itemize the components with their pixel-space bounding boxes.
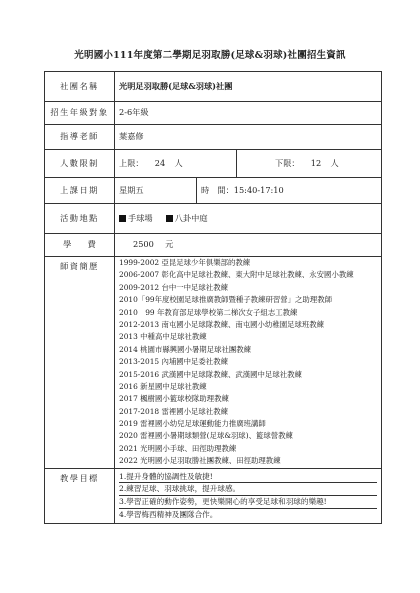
row-bio bbox=[45, 257, 382, 469]
row-goals bbox=[45, 468, 382, 523]
list-item: 2009-2012 台中一中足球社教練 bbox=[119, 282, 228, 292]
quota-lower-unit: 人 bbox=[330, 157, 339, 168]
goals-list bbox=[115, 468, 382, 523]
grade-value: 2-6年級 bbox=[115, 102, 382, 125]
list-item: 4.學習梅西精神及團隊合作。 bbox=[119, 510, 218, 520]
list-item: 2006-2007 彰化高中足球社教練、東大附中足球社教練、永安國小教練 bbox=[119, 270, 354, 280]
fee-unit: 元 bbox=[165, 239, 174, 250]
club-name-value: 光明足羽取勝(足球&羽球)社團 bbox=[115, 72, 382, 102]
list-item: 2016 新星國中足球社教練 bbox=[119, 381, 207, 391]
location-value bbox=[115, 204, 382, 234]
list-item: 2021 光明國小手球、田徑助理教練 bbox=[119, 443, 237, 453]
row-club-name bbox=[45, 72, 382, 102]
list-item: 2013 中種高中足球社教練 bbox=[119, 332, 207, 342]
schedule-time-label: 時 間： bbox=[201, 184, 234, 195]
list-item: 1999-2002 亞昆足球少年俱樂部的教練 bbox=[119, 258, 251, 267]
checkbox-filled-icon bbox=[119, 215, 126, 222]
quota-upper-value: 24 bbox=[154, 157, 166, 168]
row-teacher bbox=[45, 125, 382, 150]
quota-upper-label: 上限： bbox=[119, 157, 144, 168]
list-item: 2022 光明國小足羽取勝社團教練、田徑助理教練 bbox=[119, 456, 281, 466]
list-item: 2017-2018 雷裡國小足球社教練 bbox=[119, 406, 228, 416]
club-info-table bbox=[44, 71, 382, 524]
location-label: 活動地點 bbox=[45, 204, 115, 234]
club-name-label: 社團名稱 bbox=[45, 72, 115, 102]
row-fee bbox=[45, 234, 382, 257]
page-title: 光明國小111年度第二學期足羽取勝(足球&羽球)社團招生資訊 bbox=[74, 50, 346, 61]
quota-lower bbox=[237, 150, 382, 178]
row-location bbox=[45, 204, 382, 234]
list-item: 2.練習足球、羽球挑球，提升球感。 bbox=[119, 483, 377, 496]
row-grade bbox=[45, 102, 382, 125]
quota-upper bbox=[115, 150, 237, 178]
bio-list bbox=[115, 257, 382, 469]
list-item: 2020 雷裡國小暑期球類營(足球&羽球)、籃球營教練 bbox=[119, 431, 293, 441]
goals-label: 教學目標 bbox=[45, 468, 115, 523]
list-item: 2010 99 年教育部足球學校第二梯次女子組志工教練 bbox=[119, 307, 298, 317]
teacher-value: 葉嘉修 bbox=[115, 125, 382, 150]
fee-amount: 2500 bbox=[133, 239, 154, 250]
list-item: 2015-2016 武漢國中足球隊教練、武漢國中足球社教練 bbox=[119, 369, 302, 379]
schedule-time bbox=[197, 178, 382, 204]
row-schedule bbox=[45, 178, 382, 204]
list-item: 2012-2013 南屯國小足球隊教練、南屯國小幼稚園足球班教練 bbox=[119, 319, 325, 329]
bio-label: 師資簡歷 bbox=[45, 257, 115, 469]
quota-label: 人數限制 bbox=[45, 150, 115, 178]
fee-value bbox=[115, 234, 382, 257]
grade-label: 招生年級對象 bbox=[45, 102, 115, 125]
teacher-label: 指導老師 bbox=[45, 125, 115, 150]
schedule-day: 星期五 bbox=[115, 178, 197, 204]
schedule-label: 上課日期 bbox=[45, 178, 115, 204]
list-item: 2014 桃園市縣興國小暑期足球社團教練 bbox=[119, 344, 252, 354]
checkbox-filled-icon bbox=[166, 215, 173, 222]
schedule-time-value: 15:40-17:10 bbox=[233, 184, 284, 195]
row-quota bbox=[45, 150, 382, 178]
location-place-2: 八卦中庭 bbox=[174, 212, 208, 223]
list-item: 2013-2015 內埔國中足委社教練 bbox=[119, 357, 228, 367]
location-place-1: 手球場 bbox=[128, 212, 153, 223]
list-item: 1.提升身體的協調性及敏捷! bbox=[119, 471, 377, 484]
list-item: 2019 雷裡國小幼兒足球運動能力推廣班講師 bbox=[119, 419, 266, 429]
list-item: 3.學習正確的動作姿勢，更快樂開心的享受足球和羽球的樂趣! bbox=[119, 496, 377, 509]
list-item: 2010「99年度校園足球推廣教師暨種子教練研習營」之助理教師 bbox=[119, 295, 332, 305]
fee-label: 學 費 bbox=[45, 234, 115, 257]
quota-lower-label: 下限： bbox=[275, 157, 300, 168]
quota-upper-unit: 人 bbox=[174, 157, 183, 168]
quota-lower-value: 12 bbox=[310, 157, 322, 168]
list-item: 2017 楓樹國小籃球校隊助理教練 bbox=[119, 394, 229, 404]
